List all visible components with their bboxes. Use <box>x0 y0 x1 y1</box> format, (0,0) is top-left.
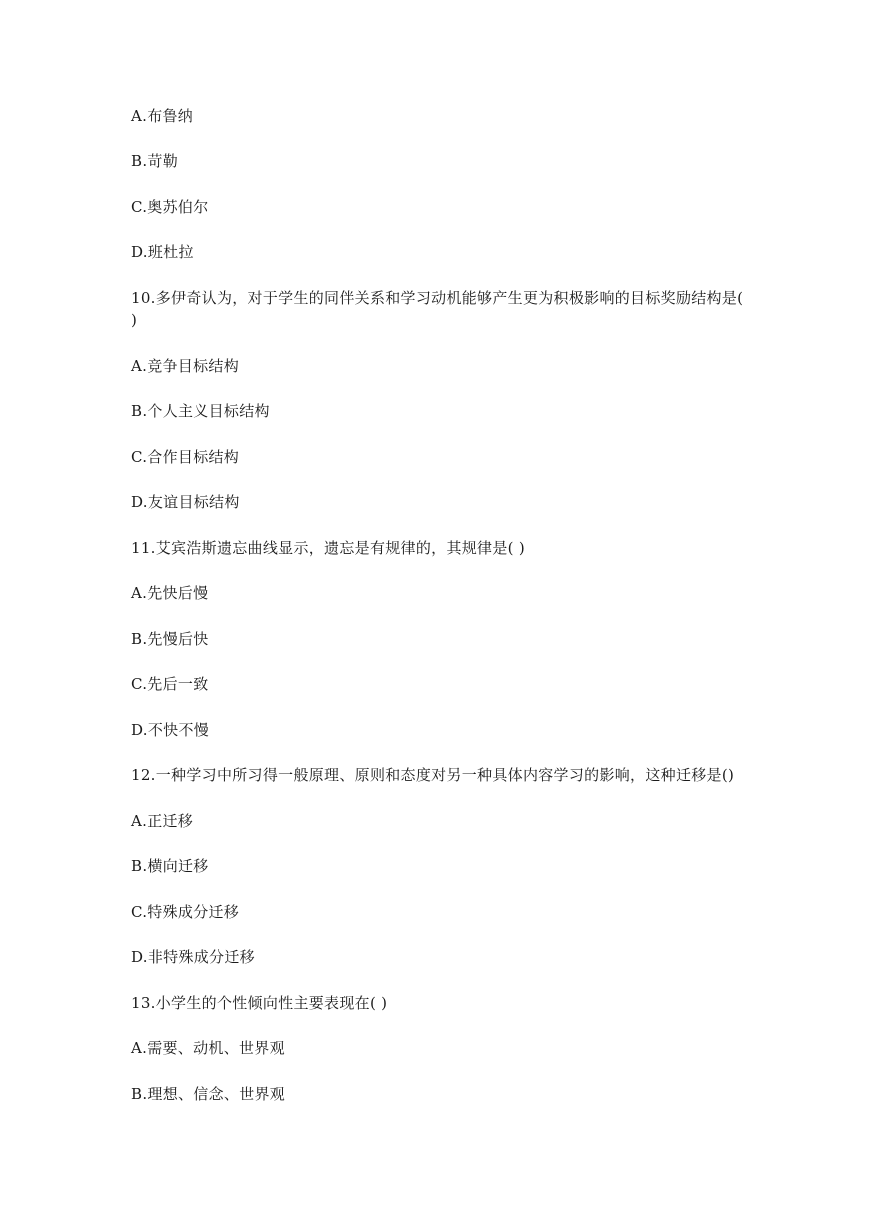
option-12b: B.横向迁移 <box>131 857 209 875</box>
option-11a: A.先快后慢 <box>131 584 209 602</box>
option-9c: C.奥苏伯尔 <box>131 198 209 216</box>
question-11: 11.艾宾浩斯遗忘曲线显示，遗忘是有规律的，其规律是( ) <box>131 539 526 557</box>
question-12: 12.一种学习中所习得一般原理、原则和态度对另一种具体内容学习的影响，这种迁移是() <box>131 766 735 784</box>
question-13: 13.小学生的个性倾向性主要表现在( ) <box>131 994 388 1012</box>
option-13b: B.理想、信念、世界观 <box>131 1085 286 1103</box>
option-10b: B.个人主义目标结构 <box>131 402 270 420</box>
option-10d: D.友谊目标结构 <box>131 493 240 511</box>
option-9b: B.苛勒 <box>131 152 178 170</box>
question-10: 10.多伊奇认为，对于学生的同伴关系和学习动机能够产生更为积极影响的目标奖励结构是( ) <box>131 289 744 329</box>
option-13a: A.需要、动机、世界观 <box>131 1039 285 1057</box>
option-11b: B.先慢后快 <box>131 630 209 648</box>
option-12a: A.正迁移 <box>131 812 194 830</box>
option-11d: D.不快不慢 <box>131 721 210 739</box>
option-9d: D.班杜拉 <box>131 243 194 261</box>
option-12c: C.特殊成分迁移 <box>131 903 240 921</box>
option-11c: C.先后一致 <box>131 675 209 693</box>
option-12d: D.非特殊成分迁移 <box>131 948 255 966</box>
option-10c: C.合作目标结构 <box>131 448 240 466</box>
option-9a: A.布鲁纳 <box>131 107 194 125</box>
option-10a: A.竞争目标结构 <box>131 357 240 375</box>
